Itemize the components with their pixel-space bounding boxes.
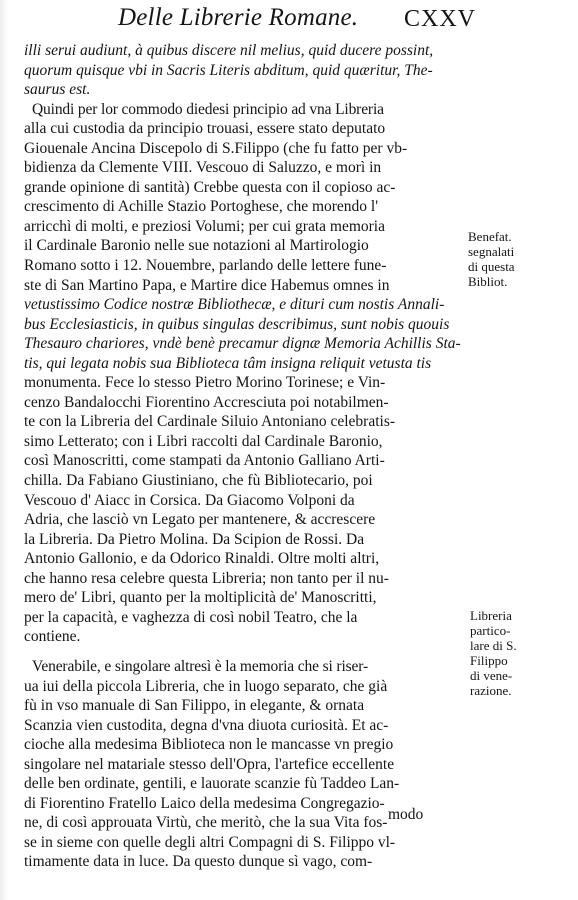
text-line: se in sieme con quelle degli altri Compagni di S. Filippo vl- bbox=[24, 833, 396, 851]
margin-note-line: Bibliot. bbox=[468, 274, 508, 289]
text-line: Scanzia vien custodita, degna d'vna diuota curiosità. Et ac- bbox=[24, 716, 389, 734]
text-line: timamente data in luce. Da questo dunque sì vago, com- bbox=[24, 853, 373, 871]
margin-note-line: Benefat. bbox=[468, 229, 512, 244]
text-line: Vescouo d' Aiacc in Corsica. Da Giacomo Volponi da bbox=[24, 491, 355, 509]
text-line: monumenta. Fece lo stesso Pietro Morino Torinese; e Vin- bbox=[24, 374, 386, 392]
text-line: ne, di così approuata Virtù, che meritò, che la sua Vita fos- bbox=[24, 814, 388, 832]
text-line: tis, qui legata nobis sua Biblioteca tâm insigna reliquit vetusta tis bbox=[24, 354, 432, 372]
page-number: CXXV bbox=[403, 6, 476, 32]
margin-note-line: segnalati bbox=[468, 244, 515, 259]
margin-note-line: di questa bbox=[468, 259, 515, 274]
margin-note-line: razione. bbox=[470, 683, 512, 698]
text-line: bus Ecclesiasticis, in quibus singulas describimus, sunt nobis quouis bbox=[24, 315, 450, 333]
text-line: Giouenale Ancina Discepolo di S.Filippo (che fu fatto per vb- bbox=[24, 139, 408, 157]
text-line: illi serui audiunt, à quibus discere nil melius, quid ducere possint, bbox=[24, 42, 434, 59]
running-title: Delle Librerie Romane. bbox=[118, 4, 359, 31]
text-line: singolare nel matariale stesso dell'Opra, l'artefice eccellente bbox=[24, 755, 395, 773]
text-line: grande opinione di santità) Crebbe questa con il copioso ac- bbox=[24, 178, 396, 196]
text-line: Quindi per lor commodo diedesi principio ad vna Libreria bbox=[32, 100, 384, 118]
margin-note-line: Libreria bbox=[470, 608, 512, 623]
body-text bbox=[24, 41, 462, 872]
running-header bbox=[118, 4, 476, 34]
text-line: saurus est. bbox=[24, 81, 91, 99]
text-line: chilla. Da Fabiano Giustiniano, che fù Bibliotecario, poi bbox=[24, 472, 373, 490]
text-line: arricchì di molti, e preziosi Volumi; per cui grata memoria bbox=[24, 217, 385, 235]
text-line: di Fiorentino Fratello Laico della medesima Congregazio- bbox=[24, 794, 385, 812]
margin-note-line: lare di S. bbox=[470, 638, 517, 653]
text-line: te con la Libreria del Cardinale Siluio Antoniano celebratis- bbox=[24, 413, 396, 431]
text-line: Adria, che lasciò vn Legato per mantenere, & accrescere bbox=[24, 511, 376, 529]
text-line: mero de' Libri, quanto per la moltiplicità de' Manoscritti, bbox=[24, 589, 377, 607]
margin-note-line: Filippo bbox=[470, 653, 508, 668]
paragraph-gap bbox=[24, 647, 462, 657]
margin-note-san-filippo-library bbox=[470, 608, 517, 698]
margin-note-line: di vene- bbox=[470, 668, 513, 683]
catchword: modo bbox=[388, 806, 424, 823]
text-line: ste di San Martino Papa, e Martire dice Habemus omnes in bbox=[24, 276, 390, 294]
text-line: delle ben ordinate, gentili, e lauorate scanzie fù Taddeo Lan- bbox=[24, 775, 400, 793]
text-line: fù in vso manuale di San Filippo, in elegante, & ornata bbox=[24, 697, 365, 715]
text-line: Thesauro chariores, vndè benè precamur dignæ Memoria Achillis Sta- bbox=[24, 335, 461, 353]
text-line: Antonio Gallonio, e da Odorico Rinaldi. Oltre molti altri, bbox=[24, 550, 380, 568]
text-line: contiene. bbox=[24, 628, 81, 646]
margin-note-benefactors bbox=[468, 229, 515, 289]
text-line: il Cardinale Baronio nelle sue notazioni al Martirologio bbox=[24, 237, 369, 255]
text-line: Romano sotto i 12. Nouembre, parlando delle lettere fune- bbox=[24, 257, 387, 275]
text-line: che hanno resa celebre questa Libreria; non tanto per il nu- bbox=[24, 569, 389, 587]
text-line: vetustissimo Codice nostræ Bibliothecæ, e dituri cum nostis Annali- bbox=[24, 296, 445, 314]
text-line: simo Letterato; con i Libri raccolti dal Cardinale Baronio, bbox=[24, 432, 383, 450]
text-line: Venerabile, e singolare altresì è la memoria che si riser- bbox=[32, 657, 368, 675]
text-line: cenzo Bandalocchi Fiorentino Accresciuta poi notabilmen- bbox=[24, 393, 389, 411]
text-line: crescimento di Achille Stazio Portoghese, che morendo l' bbox=[24, 198, 379, 216]
text-line: per la capacità, e vaghezza di così nobil Teatro, che la bbox=[24, 608, 358, 626]
text-line: così Manoscritti, come stampati da Antonio Galliano Arti- bbox=[24, 452, 385, 470]
text-line: quorum quisque vbi in Sacris Literis abditum, quid quæritur, The- bbox=[24, 61, 433, 79]
page-fold-shadow bbox=[0, 0, 8, 900]
text-line: la Libreria. Da Pietro Molina. Da Scipion de Rossi. Da bbox=[24, 530, 365, 548]
text-line: bidienza da Clemente VIII. Vescouo di Saluzzo, e morì in bbox=[24, 159, 382, 177]
text-line: cioche alla medesima Biblioteca non le mancasse vn pregio bbox=[24, 736, 394, 754]
text-line: ua iui della piccola Libreria, che in luogo separato, che già bbox=[24, 677, 388, 695]
margin-note-line: partico- bbox=[470, 623, 511, 638]
text-line: alla cui custodia da principio trouasi, essere stato deputato bbox=[24, 120, 386, 138]
